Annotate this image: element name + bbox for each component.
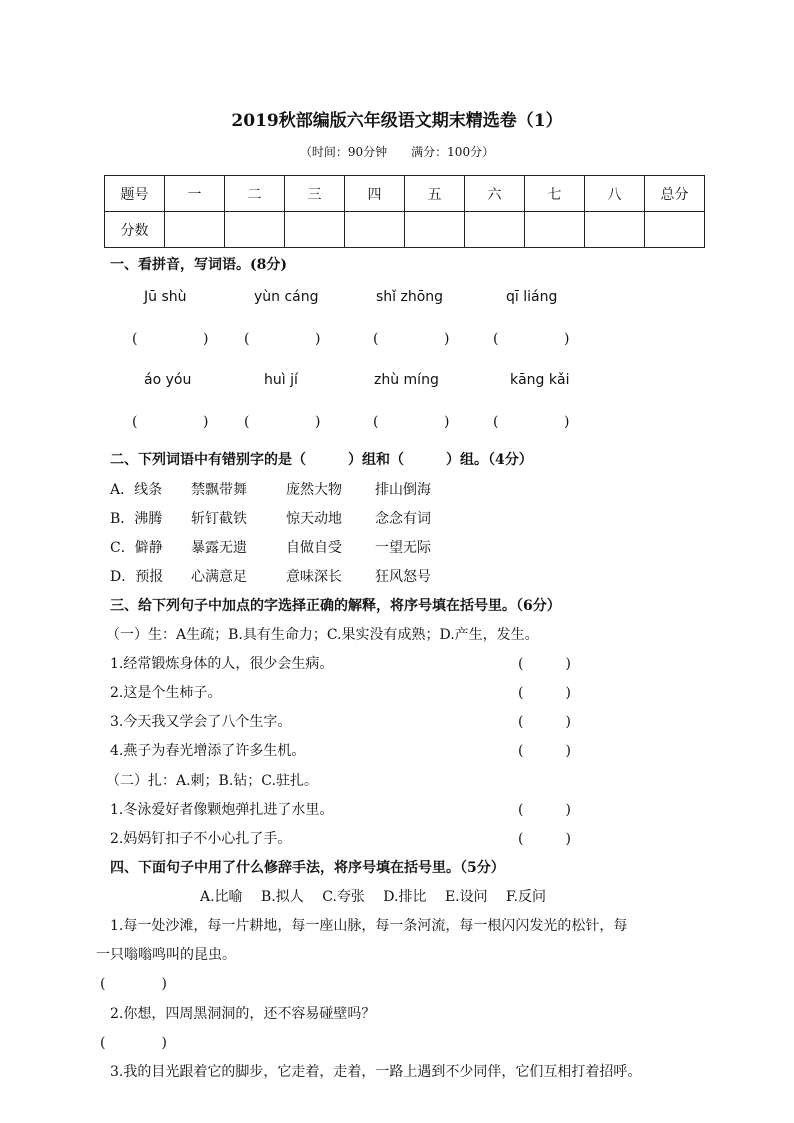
answer-paren-close: )	[564, 331, 570, 347]
score-input-cell[interactable]	[465, 212, 525, 248]
score-header-cell: 六	[465, 176, 525, 212]
score-input-cell[interactable]	[225, 212, 285, 248]
option-label: A．线条	[110, 482, 163, 498]
score-header-cell: 二	[225, 176, 285, 212]
option-word: 庞然大物	[286, 482, 342, 498]
score-row-label: 分数	[105, 212, 165, 248]
pinyin-item: Jū shù	[144, 289, 187, 305]
answer-paren-close: )	[315, 414, 321, 430]
score-input-cell[interactable]	[585, 212, 645, 248]
answer-paren-open: (	[244, 331, 250, 347]
answer-paren-close: )	[444, 414, 450, 430]
option-label: B．沸腾	[110, 511, 163, 527]
option-word: 禁飘带舞	[191, 482, 247, 498]
score-header-cell: 七	[525, 176, 585, 212]
answer-paren-open: (	[244, 414, 250, 430]
question-item: 2.妈妈钉扣子不小心扎了手。	[110, 831, 292, 847]
question-item: 1.经常锻炼身体的人，很少会生病。	[110, 656, 334, 672]
option-word: 惊天动地	[286, 511, 342, 527]
group-definition: （一）生：A生疏；B.具有生命力；C.果实没有成熟；D.产生，发生。	[106, 627, 539, 643]
option-word: 念念有词	[375, 511, 431, 527]
answer-blank[interactable]: ( )	[518, 743, 571, 759]
question-item: 3.今天我又学会了八个生字。	[110, 714, 292, 730]
option-label: C．僻静	[110, 540, 163, 556]
section-2-heading: 二、下列词语中有错别字的是（ ）组和（ ）组。（4分）	[110, 452, 533, 468]
question-item-continued: 一只嗡嗡鸣叫的昆虫。	[96, 947, 236, 963]
answer-blank[interactable]: ( )	[100, 976, 167, 992]
rhetoric-options: A.比喻 B.拟人 C.夸张 D.排比 E.设问 F.反问	[200, 889, 547, 905]
option-word: 意味深长	[286, 569, 342, 585]
score-header-cell: 总分	[645, 176, 705, 212]
score-input-cell[interactable]	[165, 212, 225, 248]
score-input-cell[interactable]	[285, 212, 345, 248]
answer-blank[interactable]: ( )	[100, 1035, 167, 1051]
pinyin-item: shǐ zhōng	[376, 289, 444, 305]
answer-blank[interactable]: ( )	[518, 802, 571, 818]
score-table-value-row	[105, 212, 705, 248]
pinyin-item: yùn cáng	[254, 289, 319, 305]
answer-paren-open: (	[132, 331, 138, 347]
option-label: D．预报	[110, 569, 164, 585]
answer-blank[interactable]: ( )	[518, 685, 571, 701]
answer-paren-open: (	[373, 414, 379, 430]
section-3-heading: 三、给下列句子中加点的字选择正确的解释，将序号填在括号里。（6分）	[110, 598, 561, 614]
question-item: 1.冬泳爱好者像颗炮弹扎进了水里。	[110, 802, 334, 818]
answer-blank[interactable]: ( )	[518, 656, 571, 672]
option-word: 斩钉截铁	[191, 511, 247, 527]
question-item: 1.每一处沙滩，每一片耕地，每一座山脉，每一条河流，每一根闪闪发光的松针，每	[110, 918, 628, 934]
section-1-heading: 一、看拼音，写词语。(8分)	[110, 257, 287, 273]
answer-blank[interactable]: ( )	[518, 714, 571, 730]
group-definition: （二）扎：A.刺；B.钻；C.驻扎。	[106, 773, 318, 789]
option-word: 狂风怒号	[375, 569, 431, 585]
question-item: 3.我的目光跟着它的脚步，它走着，走着，一路上遇到不少同伴，它们互相打着招呼。	[110, 1064, 642, 1080]
answer-paren-close: )	[203, 414, 209, 430]
score-header-cell: 八	[585, 176, 645, 212]
exam-time-score: （时间：90分钟 满分：100分）	[299, 145, 495, 159]
score-input-cell[interactable]	[525, 212, 585, 248]
option-word: 一望无际	[375, 540, 431, 556]
question-item: 4.燕子为春光增添了许多生机。	[110, 743, 306, 759]
answer-paren-close: )	[315, 331, 321, 347]
score-header-cell: 四	[345, 176, 405, 212]
score-table	[104, 175, 705, 248]
option-word: 自做自受	[286, 540, 342, 556]
question-item: 2.你想，四周黑洞洞的，还不容易碰壁吗？	[110, 1006, 376, 1022]
score-table-header-row	[105, 176, 705, 212]
question-item: 2.这是个生柿子。	[110, 685, 222, 701]
answer-paren-open: (	[493, 331, 499, 347]
answer-paren-open: (	[373, 331, 379, 347]
pinyin-item: kāng kǎi	[510, 372, 570, 388]
score-header-cell: 五	[405, 176, 465, 212]
score-input-cell[interactable]	[645, 212, 705, 248]
pinyin-item: áo yóu	[144, 372, 192, 388]
option-word: 暴露无遗	[191, 540, 247, 556]
pinyin-item: huì jí	[264, 372, 298, 388]
option-word: 心满意足	[191, 569, 247, 585]
answer-paren-open: (	[132, 414, 138, 430]
page-title: 2019秋部编版六年级语文期末精选卷（1）	[231, 111, 563, 131]
score-input-cell[interactable]	[345, 212, 405, 248]
section-4-heading: 四、下面句子中用了什么修辞手法，将序号填在括号里。（5分）	[110, 860, 505, 876]
option-word: 排山倒海	[375, 482, 431, 498]
pinyin-item: zhù míng	[374, 372, 439, 388]
score-input-cell[interactable]	[405, 212, 465, 248]
answer-blank[interactable]: ( )	[518, 831, 571, 847]
score-header-cell: 题号	[105, 176, 165, 212]
answer-paren-close: )	[203, 331, 209, 347]
score-header-cell: 三	[285, 176, 345, 212]
pinyin-item: qī liáng	[506, 289, 558, 305]
answer-paren-close: )	[564, 414, 570, 430]
answer-paren-close: )	[444, 331, 450, 347]
score-header-cell: 一	[165, 176, 225, 212]
answer-paren-open: (	[493, 414, 499, 430]
